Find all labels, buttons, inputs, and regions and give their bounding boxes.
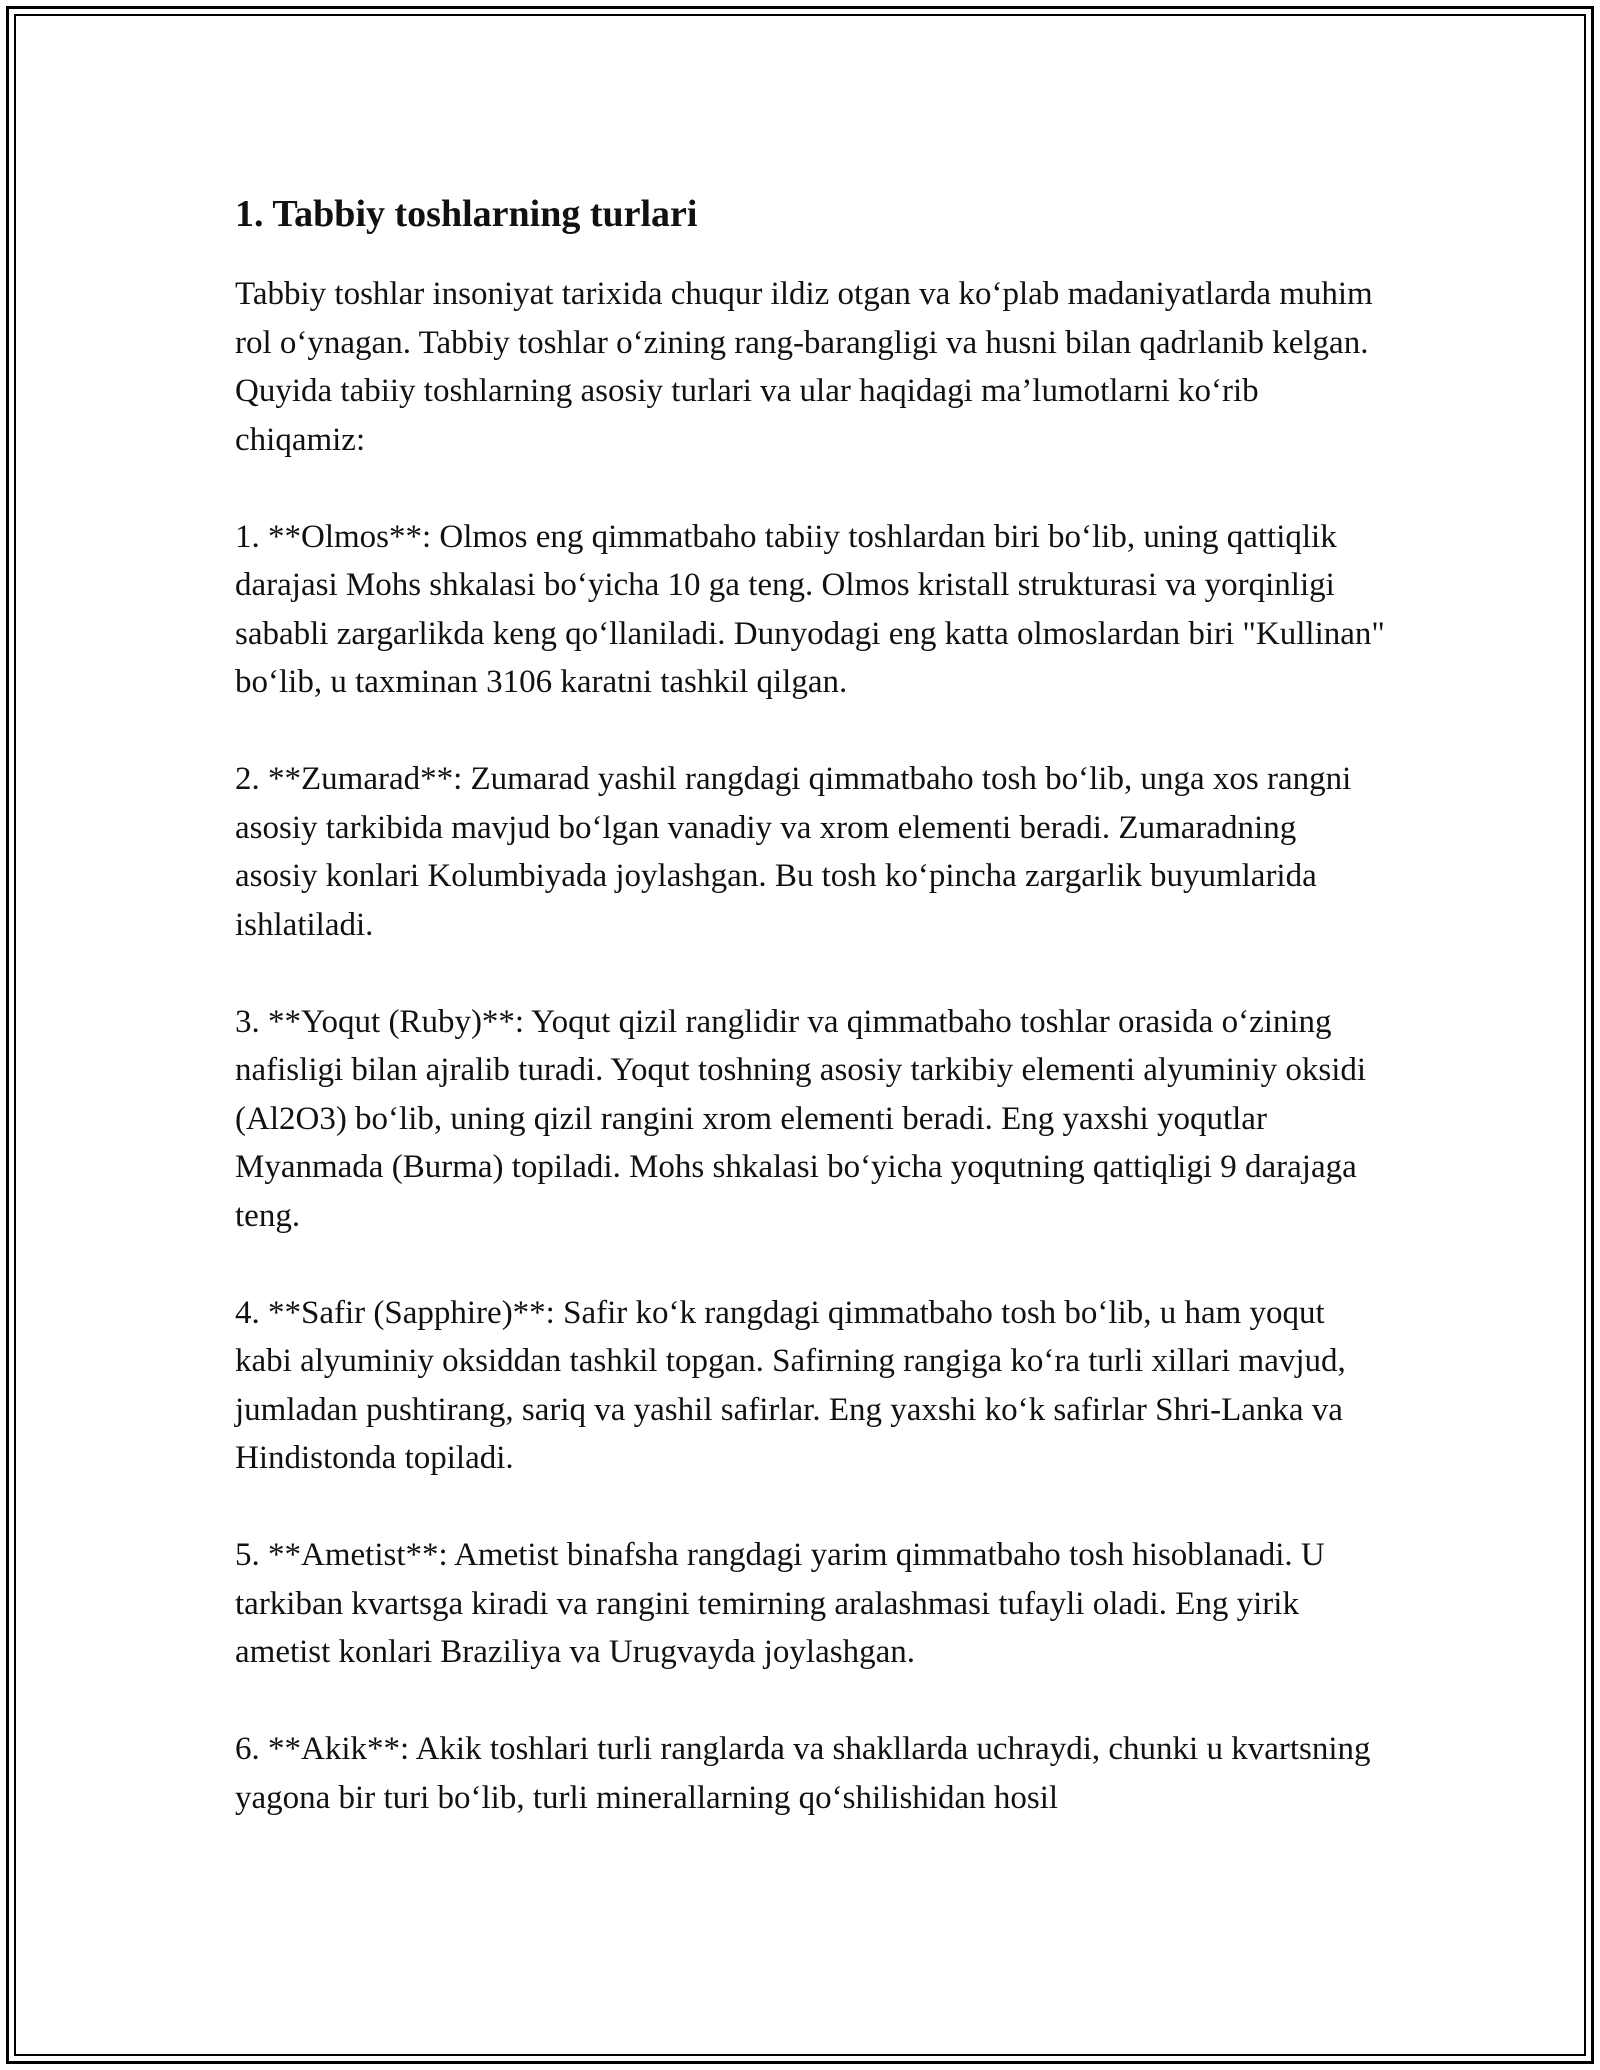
list-item-safir: 4. **Safir (Sapphire)**: Safir ko‘k rangdagi qimmatbaho tosh bo‘lib, u ham yoqut kabi alyuminiy oksiddan tashkil topgan. Safirning rangiga ko‘ra turli xillari mavjud, jumladan pushtirang, sariq va yashil safirlar. Eng yaxshi ko‘k safirlar Shri-Lanka va Hindistonda topiladi. [235, 1294, 1346, 1476]
list-item-olmos: 1. **Olmos**: Olmos eng qimmatbaho tabiiy toshlardan biri bo‘lib, uning qattiqlik darajasi Mohs shkalasi bo‘yicha 10 ga teng. Olmos kristall strukturasi va yorqinligi sababli zargarlikda keng qo‘llaniladi. Dunyodagi eng katta olmoslardan biri "Kullinan" bo‘lib, u taxminan 3106 karatni tashkil qilgan. [235, 518, 1385, 700]
list-item-akik: 6. **Akik**: Akik toshlari turli ranglarda va shakllarda uchraydi, chunki u kvartsning yagona bir turi bo‘lib, turli minerallarning qo‘shilishidan hosil [235, 1731, 1371, 1816]
list-item-yoqut: 3. **Yoqut (Ruby)**: Yoqut qizil ranglidir va qimmatbaho toshlar orasida o‘zining nafisligi bilan ajralib turadi. Yoqut toshning asosiy tarkibiy elementi alyuminiy oksidi (Al2O3) bo‘lib, uning qizil rangini xrom elementi beradi. Eng yaxshi yoqutlar Myanmada (Burma) topiladi. Mohs shkalasi bo‘yicha yoqutning qattiqligi 9 darajaga teng. [235, 1003, 1367, 1234]
list-item-ametist: 5. **Ametist**: Ametist binafsha rangdagi yarim qimmatbaho tosh hisoblanadi. U tarkiban kvartsga kiradi va rangini temirning aralashmasi tufayli oladi. Eng yirik ametist konlari Braziliya va Urugvayda joylashgan. [235, 1537, 1325, 1670]
document-body [235, 186, 1385, 1822]
list-item-zumarad: 2. **Zumarad**: Zumarad yashil rangdagi qimmatbaho tosh bo‘lib, unga xos rangni asosiy tarkibida mavjud bo‘lgan vanadiy va xrom elementi beradi. Zumaradning asosiy konlari Kolumbiyada joylashgan. Bu tosh ko‘pincha zargarlik buyumlarida ishlatiladi. [235, 761, 1352, 943]
document-title: 1. Tabbiy toshlarning turlari [235, 193, 698, 235]
intro-paragraph: Tabbiy toshlar insoniyat tarixida chuqur ildiz otgan va ko‘plab madaniyatlarda muhim rol o‘ynagan. Tabbiy toshlar o‘zining rang-barangligi va husni bilan qadrlanib kelgan. Quyida tabiiy toshlarning asosiy turlari va ular haqidagi ma’lumotlarni ko‘rib chiqamiz: [235, 276, 1373, 458]
